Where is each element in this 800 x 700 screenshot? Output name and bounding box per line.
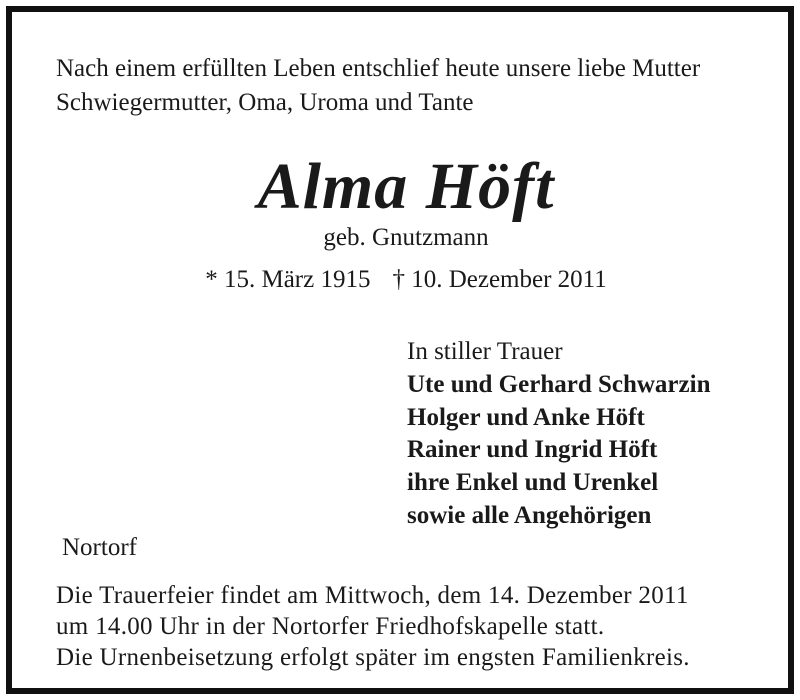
intro-text: [56, 52, 700, 120]
deceased-name: Alma Höft: [257, 150, 555, 223]
mourning-intro: In stiller Trauer: [407, 338, 563, 365]
funeral-line: um 14.00 Uhr in der Nortorfer Friedhofskapelle statt.: [56, 613, 605, 640]
maiden-name: geb. Gnutzmann: [323, 224, 489, 251]
funeral-line: Die Trauerfeier findet am Mittwoch, dem 14. Dezember 2011: [56, 582, 689, 609]
intro-line: Schwiegermutter, Oma, Uroma und Tante: [56, 89, 474, 116]
death-date: † 10. Dezember 2011: [392, 266, 607, 293]
mourner-line: Rainer und Ingrid Höft: [407, 436, 658, 464]
mourner-line: Holger und Anke Höft: [407, 403, 645, 431]
mourner-line: Ute und Gerhard Schwarzin: [407, 370, 711, 398]
obituary-notice: [6, 6, 794, 694]
mourner-line: sowie alle Angehörigen: [407, 501, 652, 529]
intro-line: Nach einem erfüllten Leben entschlief heute unsere liebe Mutter: [56, 55, 701, 82]
mourner-line: ihre Enkel und Urenkel: [407, 469, 659, 497]
life-dates: [12, 264, 800, 296]
mourners-block: [407, 336, 710, 533]
funeral-line: Die Urnenbeisetzung erfolgt später im engsten Familienkreis.: [56, 644, 690, 671]
place-name: Nortorf: [62, 534, 137, 561]
funeral-info: [56, 580, 690, 673]
birth-date: * 15. März 1915: [205, 266, 371, 293]
